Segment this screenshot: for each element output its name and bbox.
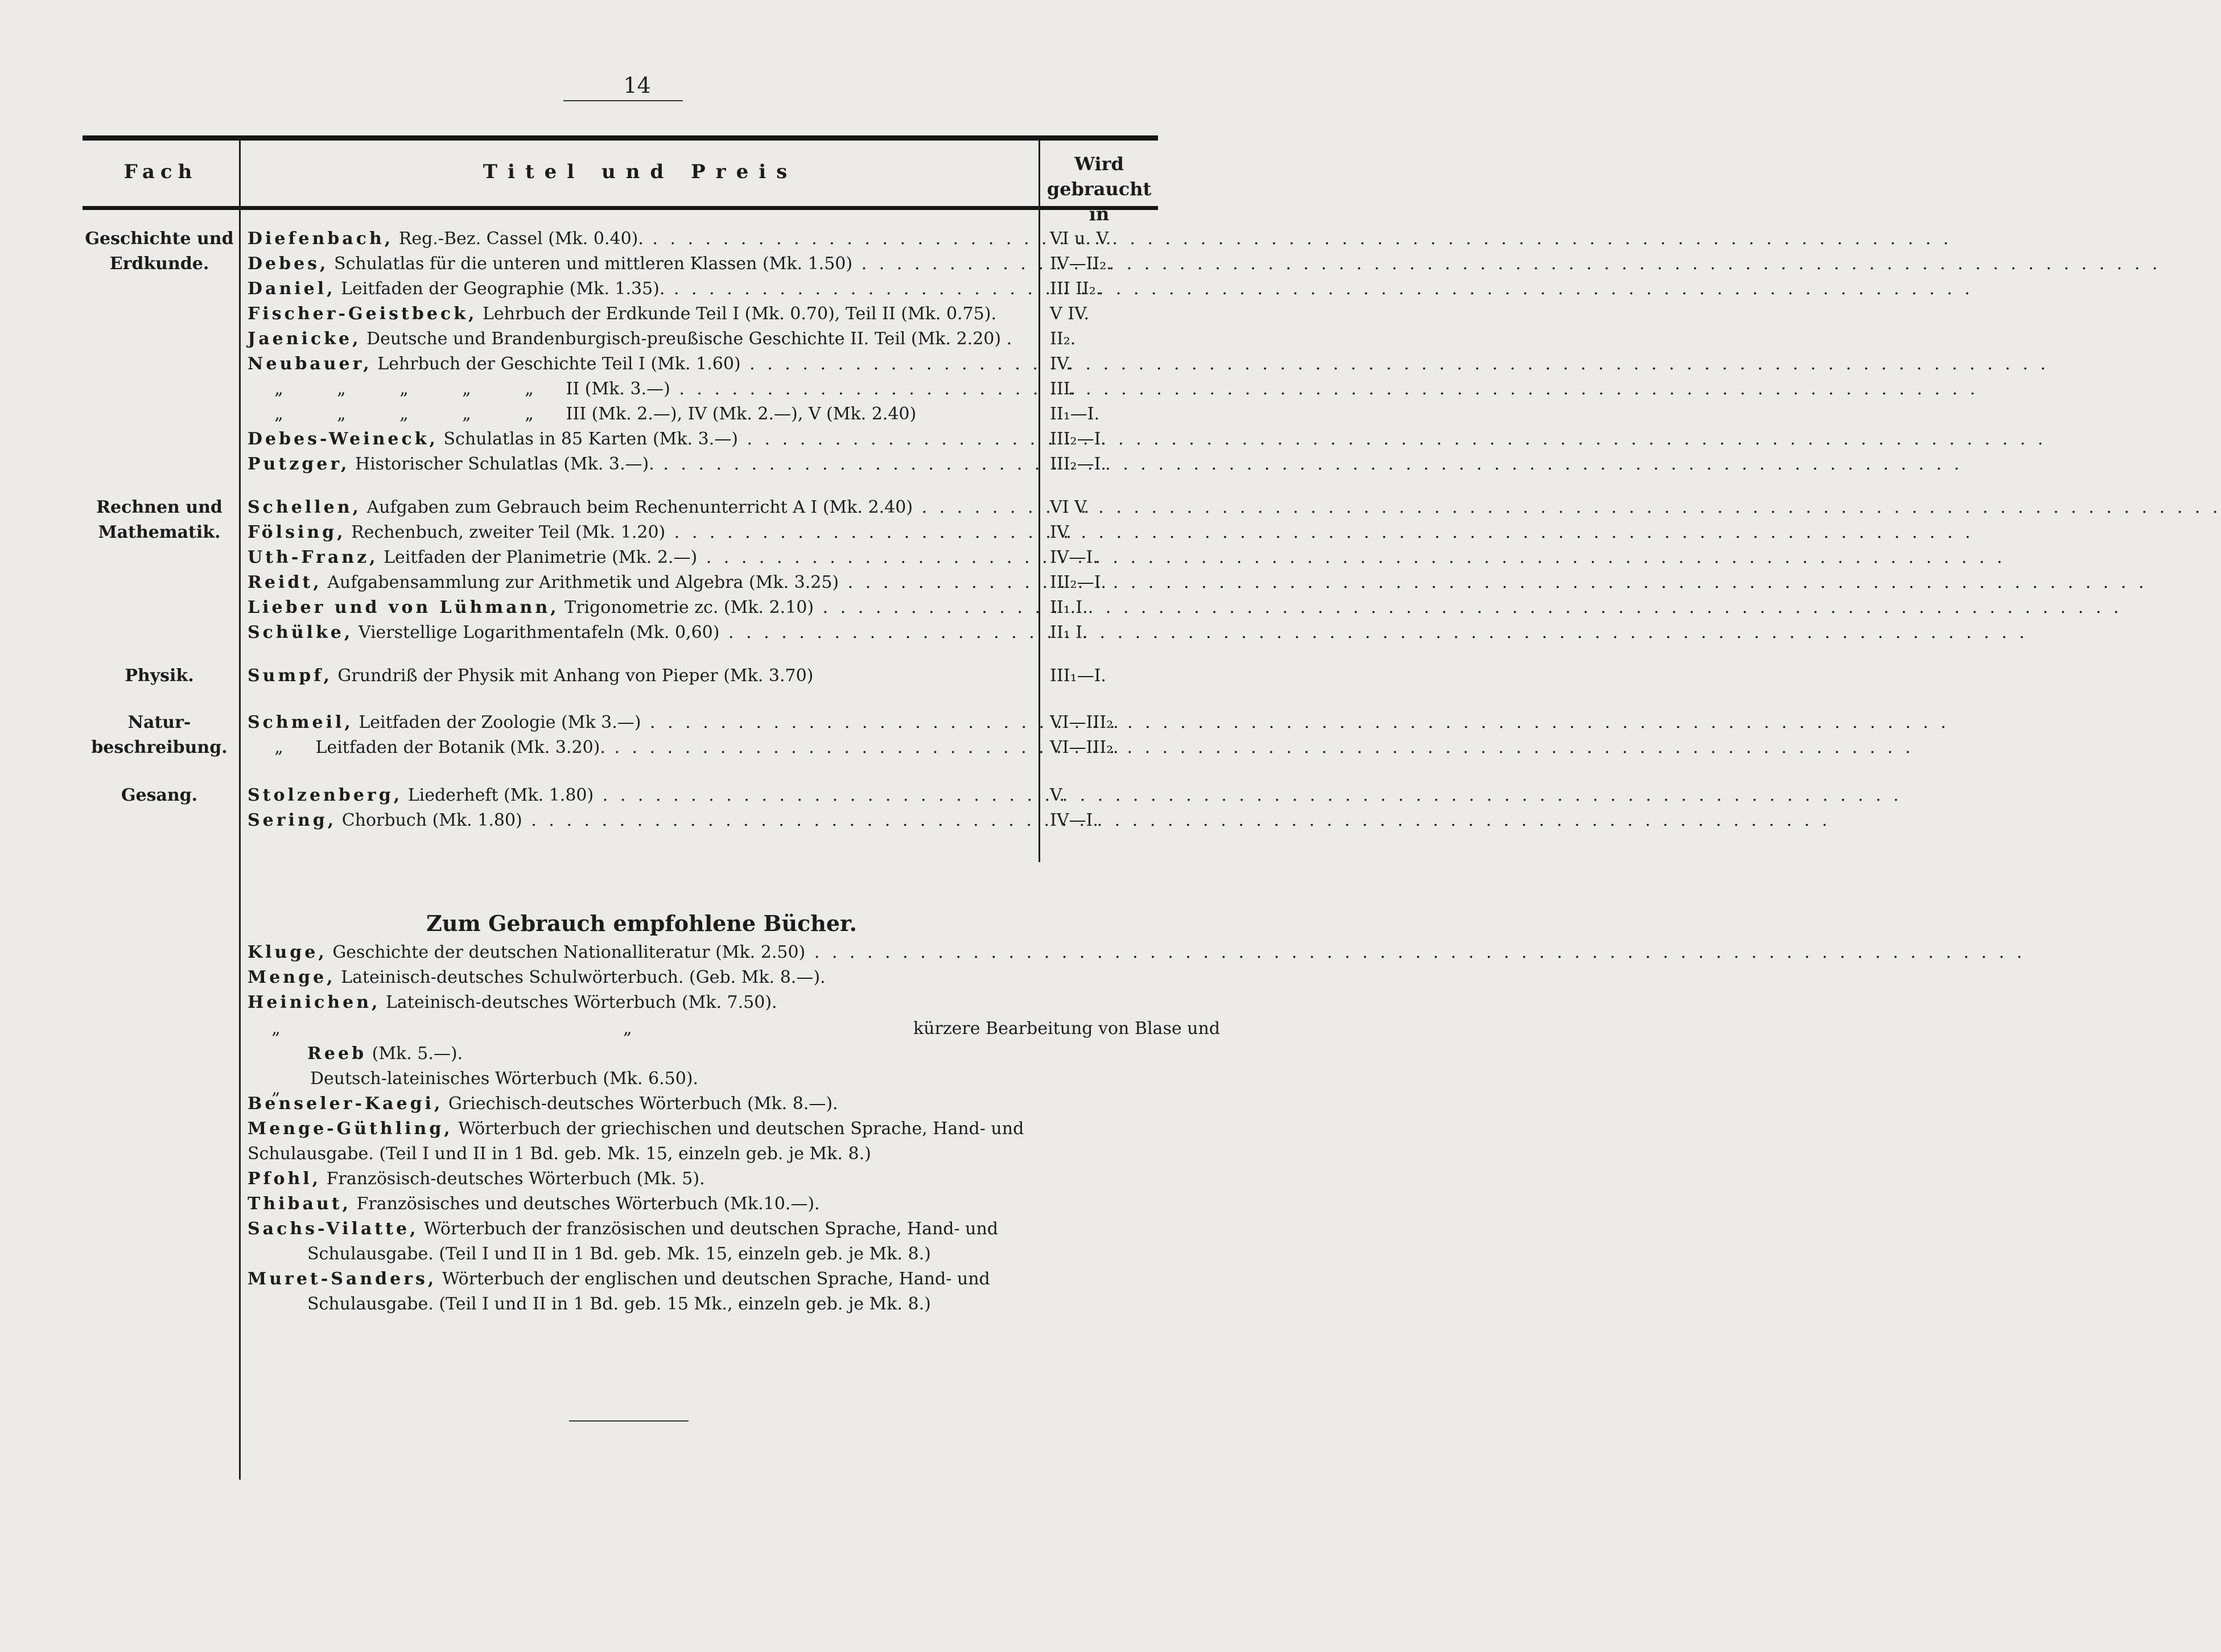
book-author: Fölsing,: [248, 522, 346, 542]
table-row: [83, 402, 1158, 427]
subject-line: Erdkunde.: [109, 254, 209, 274]
ditto-mark: „: [525, 379, 534, 399]
table-row: [83, 226, 1158, 252]
book-details: II (Mk. 3.—): [561, 379, 670, 399]
book-title: [248, 620, 1036, 645]
book-details: Reg.-Bez. Cassel (Mk. 0.40).: [393, 229, 644, 249]
rec-author: Heinichen,: [248, 992, 381, 1012]
book-author: Debes,: [248, 254, 329, 274]
book-details: III (Mk. 2.—), IV (Mk. 2.—), V (Mk. 2.40): [561, 404, 917, 424]
header-wird-line1: Wird: [1074, 153, 1124, 175]
rec-line: [248, 1192, 1149, 1217]
recommended-heading: Zum Gebrauch empfohlene Bücher.: [426, 911, 857, 936]
header-titel: Titel und Preis: [483, 160, 798, 183]
book-author: Reidt,: [248, 572, 322, 592]
book-grade: III₂—I.: [1050, 429, 1106, 449]
book-title: [248, 495, 1036, 520]
rec-author: Muret-Sanders,: [248, 1269, 437, 1289]
book-grade: IV—II₂.: [1050, 254, 1112, 274]
header-wird-line2: gebraucht in: [1046, 178, 1152, 225]
table-row: [83, 452, 1158, 477]
rec-line: [248, 940, 1149, 965]
table-row: [83, 302, 1158, 327]
book-details: Trigonometrie zc. (Mk. 2.10): [559, 598, 814, 617]
ditto-mark: „: [274, 379, 283, 399]
ditto-mark: „: [399, 379, 409, 399]
rec-details: Wörterbuch der französischen und deutschen Sprache, Hand- und: [418, 1219, 998, 1239]
rec-details: Lateinisch-deutsches Schulwörterbuch. (Geb. Mk. 8.—).: [335, 967, 826, 987]
rec-continuation: Schulausgabe. (Teil I und II in 1 Bd. geb. Mk. 15, einzeln geb. je Mk. 8.): [248, 1144, 871, 1164]
book-author: Jaenicke,: [248, 329, 361, 349]
book-author: Sumpf,: [248, 666, 332, 686]
book-details: Rechenbuch, zweiter Teil (Mk. 1.20): [345, 522, 666, 542]
ditto-mark: „: [274, 404, 283, 424]
book-author: Stolzenberg,: [248, 785, 403, 805]
rec-line: [248, 1217, 1149, 1242]
book-grade: III₁—I.: [1050, 666, 1106, 686]
book-grade: II₁ I.: [1050, 623, 1088, 642]
book-title: [248, 377, 1036, 402]
table-row: [83, 620, 1158, 645]
ditto-mark: „: [271, 1079, 281, 1099]
book-details: Lehrbuch der Erdkunde Teil I (Mk. 0.70), Teil II (Mk. 0.75).: [477, 304, 996, 324]
book-grade: VI u. V.: [1050, 229, 1111, 249]
table-row: [83, 377, 1158, 402]
book-title: [248, 277, 1036, 302]
book-title: [248, 710, 1036, 735]
page-number: 14: [623, 73, 651, 98]
book-author: Schmeil,: [248, 712, 353, 732]
book-grade: III II₂.: [1050, 279, 1102, 299]
book-grade: VI—III₂.: [1050, 738, 1119, 757]
subject-line: Mathematik.: [98, 522, 221, 542]
rec-details: Wörterbuch der griechischen und deutschen Sprache, Hand- und: [452, 1119, 1024, 1139]
book-author: Schülke,: [248, 623, 353, 642]
rec-details: Geschichte der deutschen Nationalliteratur (Mk. 2.50): [327, 942, 806, 962]
rec-line: [248, 1267, 1149, 1292]
rec-line: [248, 1091, 1149, 1117]
table-row: [83, 545, 1158, 570]
book-title: [248, 402, 1036, 427]
book-title: [248, 808, 1036, 833]
ditto-mark: „: [337, 379, 346, 399]
table-row: [83, 252, 1158, 277]
ditto-mark: „: [399, 404, 409, 424]
table-row: [83, 277, 1158, 302]
book-details: Lehrbuch der Geschichte Teil I (Mk. 1.60): [372, 354, 741, 374]
table-row: [83, 595, 1158, 620]
book-author: Sering,: [248, 810, 337, 830]
book-author: Daniel,: [248, 279, 336, 299]
table-row: [83, 427, 1158, 452]
table-top-rule: [83, 135, 1158, 141]
book-author: Diefenbach,: [248, 229, 394, 249]
rec-continuation: Schulausgabe. (Teil I und II in 1 Bd. geb. Mk. 15, einzeln geb. je Mk. 8.): [307, 1244, 931, 1264]
book-grade: VI—III₂.: [1050, 712, 1119, 732]
book-title: [248, 664, 1036, 689]
table-row: [83, 808, 1158, 833]
book-details: Leitfaden der Zoologie (Mk 3.—): [353, 712, 641, 732]
book-details: Chorbuch (Mk. 1.80): [336, 810, 522, 830]
book-grade: IV—I.: [1050, 547, 1098, 567]
table-row: [83, 327, 1158, 352]
book-grade: II₁ I.: [1050, 598, 1088, 617]
ditto-mark: „: [462, 404, 471, 424]
book-title: [248, 252, 1036, 277]
rec-line: [248, 965, 1149, 990]
ditto-mark: „: [271, 1019, 281, 1039]
rec-details: (Mk. 5.—).: [366, 1044, 463, 1064]
table-header-rule: [83, 206, 1158, 210]
book-author: Uth-Franz,: [248, 547, 378, 567]
subject-line: Rechnen und: [96, 497, 222, 517]
table-row: [83, 664, 1158, 689]
rec-author: Thibaut,: [248, 1194, 352, 1214]
ditto-mark: „: [623, 1019, 632, 1039]
header-wird: [1040, 151, 1158, 226]
rec-author: Sachs-Vilatte,: [248, 1219, 419, 1239]
book-table: [83, 135, 1220, 1480]
book-title: [248, 545, 1036, 570]
book-details: Schulatlas in 85 Karten (Mk. 3.—): [438, 429, 738, 449]
book-title: [248, 520, 1036, 545]
book-grade: III₂—I.: [1050, 454, 1106, 474]
rec-details: Französisches und deutsches Wörterbuch (Mk.10.—).: [351, 1194, 820, 1214]
rec-line: [248, 1016, 1220, 1041]
book-details: Leitfaden der Geographie (Mk. 1.35).: [335, 279, 665, 299]
rec-details: Lateinisch-deutsches Wörterbuch (Mk. 7.50).: [380, 992, 777, 1012]
book-title: [248, 327, 1036, 352]
book-grade: II₁—I.: [1050, 404, 1100, 424]
subject-line: beschreibung.: [91, 738, 228, 757]
book-author: Neubauer,: [248, 354, 372, 374]
book-title: [248, 226, 1036, 252]
subject-line: Natur-: [127, 712, 191, 732]
page-number-rule: [563, 100, 683, 101]
book-title: [248, 452, 1036, 477]
book-details: Liederheft (Mk. 1.80): [402, 785, 594, 805]
rec-author: Kluge,: [248, 942, 327, 962]
table-row: [83, 570, 1158, 595]
book-author: Putzger,: [248, 454, 350, 474]
book-author: Lieber und von Lühmann,: [248, 598, 559, 617]
ditto-mark: „: [525, 404, 534, 424]
book-author: Debes-Weineck,: [248, 429, 438, 449]
book-grade: V.: [1050, 785, 1065, 805]
book-author: Schellen,: [248, 497, 361, 517]
table-row: [83, 710, 1158, 735]
table-row: [83, 783, 1158, 808]
book-details: Grundriß der Physik mit Anhang von Pieper (Mk. 3.70): [332, 666, 814, 686]
book-grade: III₂—I.: [1050, 572, 1106, 592]
book-title: [248, 735, 1036, 760]
book-details: Schulatlas für die unteren und mittleren Klassen (Mk. 1.50): [328, 254, 853, 274]
rec-details: kürzere Bearbeitung von Blase und: [913, 1019, 1220, 1039]
book-grade: IV—I.: [1050, 810, 1098, 830]
rec-line: [248, 990, 1149, 1015]
ditto-mark: „: [462, 379, 471, 399]
book-title: [248, 570, 1036, 595]
book-grade: V IV.: [1050, 304, 1090, 324]
book-details: Historischer Schulatlas (Mk. 3.—).: [349, 454, 654, 474]
rec-author: Menge,: [248, 967, 336, 987]
book-details: Aufgabensammlung zur Arithmetik und Algebra (Mk. 3.25): [322, 572, 839, 592]
ditto-mark: „: [274, 738, 283, 757]
subject-physik: Physik.: [125, 666, 194, 686]
rec-details: Griechisch-deutsches Wörterbuch (Mk. 8.—).: [443, 1094, 838, 1114]
book-grade: IV.: [1050, 522, 1072, 542]
book-title: [248, 783, 1036, 808]
rec-details: Deutsch-lateinisches Wörterbuch (Mk. 6.50).: [310, 1069, 699, 1089]
book-title: [248, 427, 1036, 452]
subject-line: Geschichte und: [85, 229, 234, 249]
rec-author: Menge-Güthling,: [248, 1119, 453, 1139]
book-author: Fischer-Geistbeck,: [248, 304, 477, 324]
rec-continuation: Schulausgabe. (Teil I und II in 1 Bd. geb. 15 Mk., einzeln geb. je Mk. 8.): [307, 1294, 931, 1314]
book-details: Leitfaden der Planimetrie (Mk. 2.—): [378, 547, 698, 567]
rec-details: Wörterbuch der englischen und deutschen Sprache, Hand- und: [436, 1269, 990, 1289]
rec-line: [248, 1117, 1149, 1142]
book-details: Aufgaben zum Gebrauch beim Rechenunterricht A I (Mk. 2.40): [361, 497, 913, 517]
subject-gesang: Gesang.: [121, 785, 198, 805]
book-details: Leitfaden der Botanik (Mk. 3.20).: [310, 738, 605, 757]
rec-author: Pfohl,: [248, 1169, 322, 1189]
book-details: Vierstellige Logarithmentafeln (Mk. 0,60): [353, 623, 720, 642]
table-row: [83, 495, 1158, 520]
book-title: [248, 595, 1036, 620]
table-row: [83, 352, 1158, 377]
header-fach: Fach: [123, 160, 198, 183]
rec-author: Reeb: [307, 1044, 367, 1064]
rec-details: Französisch-deutsches Wörterbuch (Mk. 5).: [321, 1169, 705, 1189]
rec-line: [248, 1167, 1149, 1192]
book-title: [248, 352, 1036, 377]
book-grade: II₂.: [1050, 329, 1076, 349]
book-grade: VI V.: [1050, 497, 1090, 517]
book-grade: IV.: [1050, 354, 1072, 374]
book-title: [248, 302, 1036, 327]
table-row: [83, 735, 1158, 760]
bottom-rule: [569, 1420, 689, 1422]
table-row: [83, 520, 1158, 545]
book-grade: III.: [1050, 379, 1076, 399]
rec-continuation: [307, 1041, 1149, 1066]
book-details: Deutsche und Brandenburgisch-preußische Geschichte II. Teil (Mk. 2.20) .: [361, 329, 1012, 349]
ditto-mark: „: [337, 404, 346, 424]
rec-author: Benseler-Kaegi,: [248, 1094, 443, 1114]
